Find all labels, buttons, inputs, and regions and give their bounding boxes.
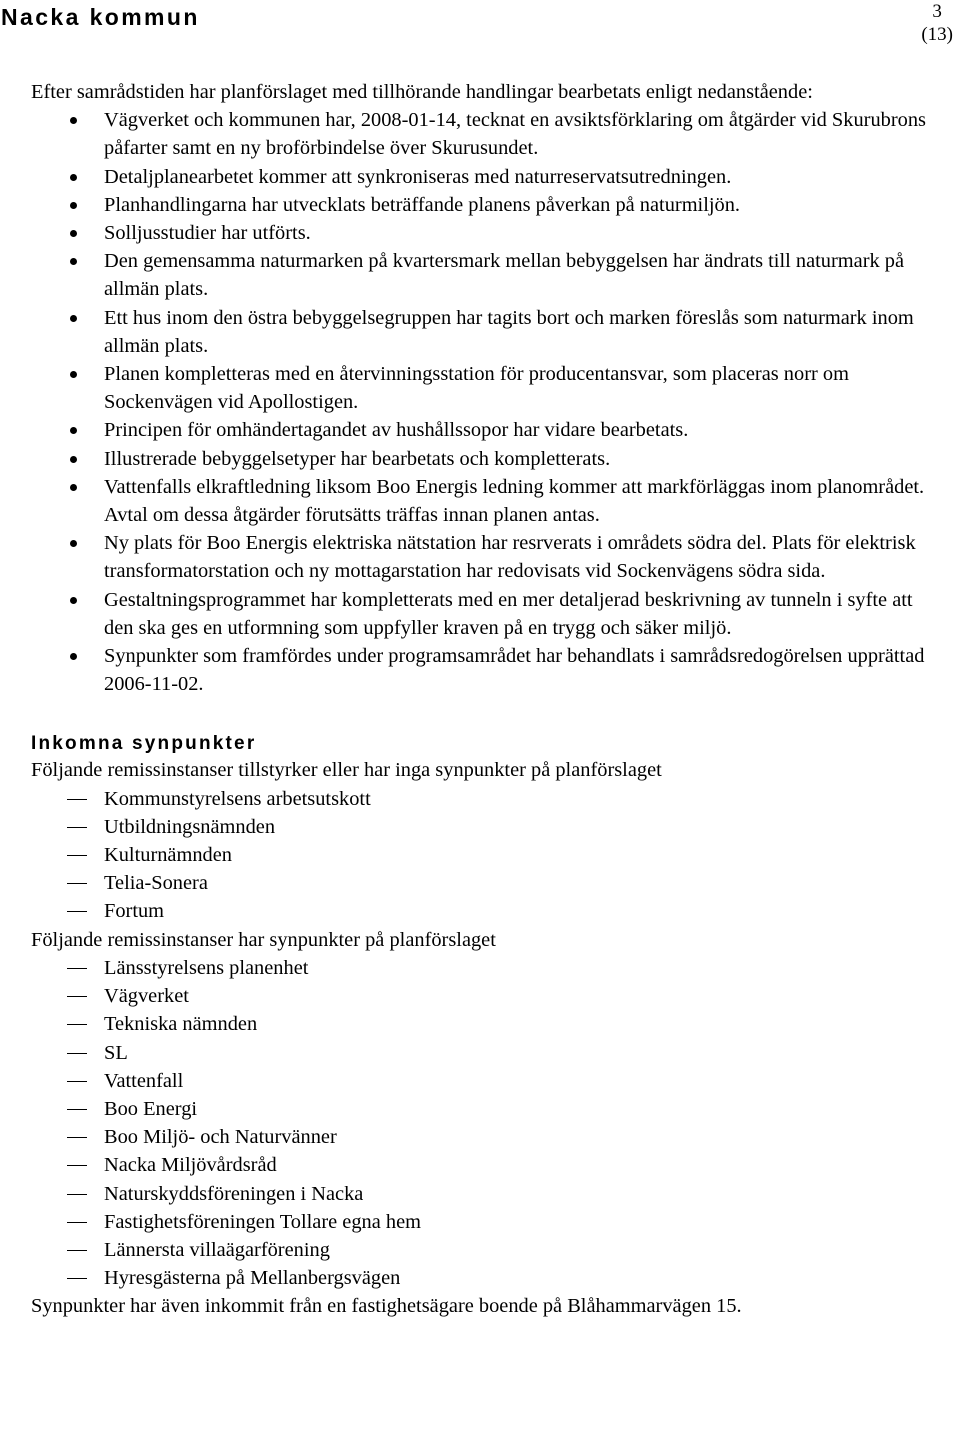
intro-paragraph: Efter samrådstiden har planförslaget med tillhörande handlingar bearbetats enligt nedanstående:	[31, 81, 813, 103]
dash-marker	[67, 1250, 87, 1251]
bullet-marker	[70, 117, 77, 124]
list-item-text: Telia-Sonera	[104, 872, 208, 895]
dash-item	[31, 841, 946, 869]
with-comments-list	[31, 954, 946, 1292]
dash-item	[31, 1123, 946, 1151]
bullet-marker	[70, 230, 77, 237]
no-comments-list	[31, 785, 946, 926]
list-item-text: Synpunkter som framfördes under programsamrådet har behandlats i samrådsredogörelsen upprättad 2006-11-02.	[104, 645, 925, 696]
bullet-item	[31, 445, 946, 473]
dash-marker	[67, 1109, 87, 1110]
list-item-text: Naturskyddsföreningen i Nacka	[104, 1182, 364, 1205]
dash-item	[31, 1264, 946, 1292]
list-item-text: Planen kompletteras med en återvinningsstation för producentansvar, som placeras norr om Sockenvägen vid Apollostigen.	[104, 363, 849, 414]
no-comments-intro: Följande remissinstanser tillstyrker eller har inga synpunkter på planförslaget	[31, 759, 662, 782]
bullet-item	[31, 360, 946, 416]
list-item-text: Boo Energi	[104, 1097, 198, 1120]
dash-item	[31, 785, 946, 813]
list-item-text: Planhandlingarna har utvecklats beträffande planens påverkan på naturmiljön.	[104, 193, 741, 216]
list-item-text: Ny plats för Boo Energis elektriska nätstation har resrverats i områdets södra del. Plats för elektrisk transformatorstation och ny mottagarstation har redovisats vid Sockenvägens södra sida.	[104, 532, 916, 583]
list-item-text: Detaljplanearbetet kommer att synkroniseras med naturreservatsutredningen.	[104, 165, 732, 188]
dash-item	[31, 1067, 946, 1095]
list-item-text: Illustrerade bebyggelsetyper har bearbetats och kompletterats.	[104, 447, 611, 470]
bullet-marker	[70, 371, 77, 378]
dash-item	[31, 1095, 946, 1123]
bullet-item	[31, 529, 946, 585]
bullet-marker	[70, 484, 77, 491]
list-item-text: Boo Miljö- och Naturvänner	[104, 1126, 337, 1149]
section-heading: Inkomna synpunkter	[31, 733, 257, 755]
bullet-item	[31, 106, 946, 162]
dash-marker	[67, 883, 87, 884]
bullet-item	[31, 416, 946, 444]
dash-marker	[67, 1278, 87, 1279]
list-item-text: Utbildningsnämnden	[104, 815, 276, 838]
dash-item	[31, 1151, 946, 1179]
page-current: 3	[932, 1, 942, 22]
dash-marker	[67, 827, 87, 828]
dash-marker	[67, 1222, 87, 1223]
list-item-text: Vattenfall	[104, 1069, 184, 1092]
dash-item	[31, 1236, 946, 1264]
dash-marker	[67, 1137, 87, 1138]
dash-item	[31, 897, 946, 925]
list-item-text: Principen för omhändertagandet av hushållssopor har vidare bearbetats.	[104, 419, 689, 442]
list-item-text: Fastighetsföreningen Tollare egna hem	[104, 1210, 421, 1233]
bullet-marker	[70, 427, 77, 434]
dash-marker	[67, 1053, 87, 1054]
bullet-marker	[70, 202, 77, 209]
document-body	[31, 78, 946, 1321]
dash-marker	[67, 1194, 87, 1195]
bullet-marker	[70, 315, 77, 322]
list-item-text: Vägverket	[104, 985, 189, 1008]
list-item-text: Tekniska nämnden	[104, 1013, 258, 1036]
list-item-text: Solljusstudier har utförts.	[104, 222, 311, 245]
page-total: (13)	[921, 24, 953, 45]
dash-item	[31, 954, 946, 982]
closing-paragraph: Synpunkter har även inkommit från en fastighetsägare boende på Blåhammarvägen 15.	[31, 1295, 742, 1318]
dash-item	[31, 1180, 946, 1208]
changes-list	[31, 106, 946, 698]
list-item-text: Den gemensamma naturmarken på kvartersmark mellan bebyggelsen har ändrats till naturmark på allmän plats.	[104, 250, 905, 301]
dash-marker	[67, 855, 87, 856]
dash-marker	[67, 799, 87, 800]
dash-marker	[67, 911, 87, 912]
dash-item	[31, 813, 946, 841]
list-item-text: SL	[104, 1041, 128, 1064]
municipality-title: Nacka kommun	[1, 4, 200, 30]
list-item-text: Kulturnämnden	[104, 844, 232, 867]
dash-marker	[67, 1165, 87, 1166]
bullet-marker	[70, 456, 77, 463]
dash-marker	[67, 996, 87, 997]
bullet-marker	[70, 597, 77, 604]
with-comments-intro: Följande remissinstanser har synpunkter på planförslaget	[31, 928, 496, 951]
bullet-marker	[70, 258, 77, 265]
bullet-item	[31, 304, 946, 360]
dash-item	[31, 1039, 946, 1067]
page-number	[921, 0, 953, 46]
bullet-item	[31, 642, 946, 698]
bullet-item	[31, 247, 946, 303]
bullet-item	[31, 219, 946, 247]
list-item-text: Kommunstyrelsens arbetsutskott	[104, 787, 371, 810]
bullet-marker	[70, 653, 77, 660]
bullet-item	[31, 586, 946, 642]
dash-item	[31, 982, 946, 1010]
bullet-item	[31, 163, 946, 191]
list-item-text: Nacka Miljövårdsråd	[104, 1154, 277, 1177]
list-item-text: Hyresgästerna på Mellanbergsvägen	[104, 1267, 401, 1290]
bullet-marker	[70, 540, 77, 547]
list-item-text: Vattenfalls elkraftledning liksom Boo Energis ledning kommer att markförläggas inom planområdet. Avtal om dessa åtgärder förutsätts träffas innan planen antas.	[104, 475, 925, 527]
dash-item	[31, 869, 946, 897]
list-item-text: Gestaltningsprogrammet har kompletterats med en mer detaljerad beskrivning av tunneln i syfte att den ska ges en utformning som uppfyller kraven på en trygg och säker miljö.	[104, 588, 913, 639]
dash-marker	[67, 1024, 87, 1025]
list-item-text: Lännersta villaägarförening	[104, 1238, 330, 1261]
bullet-item	[31, 191, 946, 219]
dash-item	[31, 1208, 946, 1236]
list-item-text: Länsstyrelsens planenhet	[104, 956, 309, 979]
dash-item	[31, 1010, 946, 1038]
list-item-text: Fortum	[104, 900, 165, 923]
bullet-item	[31, 473, 946, 529]
list-item-text: Vägverket och kommunen har, 2008-01-14, tecknat en avsiktsförklaring om åtgärder vid Skurubrons påfarter samt en ny broförbindelse över Skurusundet.	[104, 109, 926, 160]
bullet-marker	[70, 174, 77, 181]
dash-marker	[67, 968, 87, 969]
dash-marker	[67, 1081, 87, 1082]
list-item-text: Ett hus inom den östra bebyggelsegruppen har tagits bort och marken föreslås som naturmark inom allmän plats.	[104, 306, 914, 357]
